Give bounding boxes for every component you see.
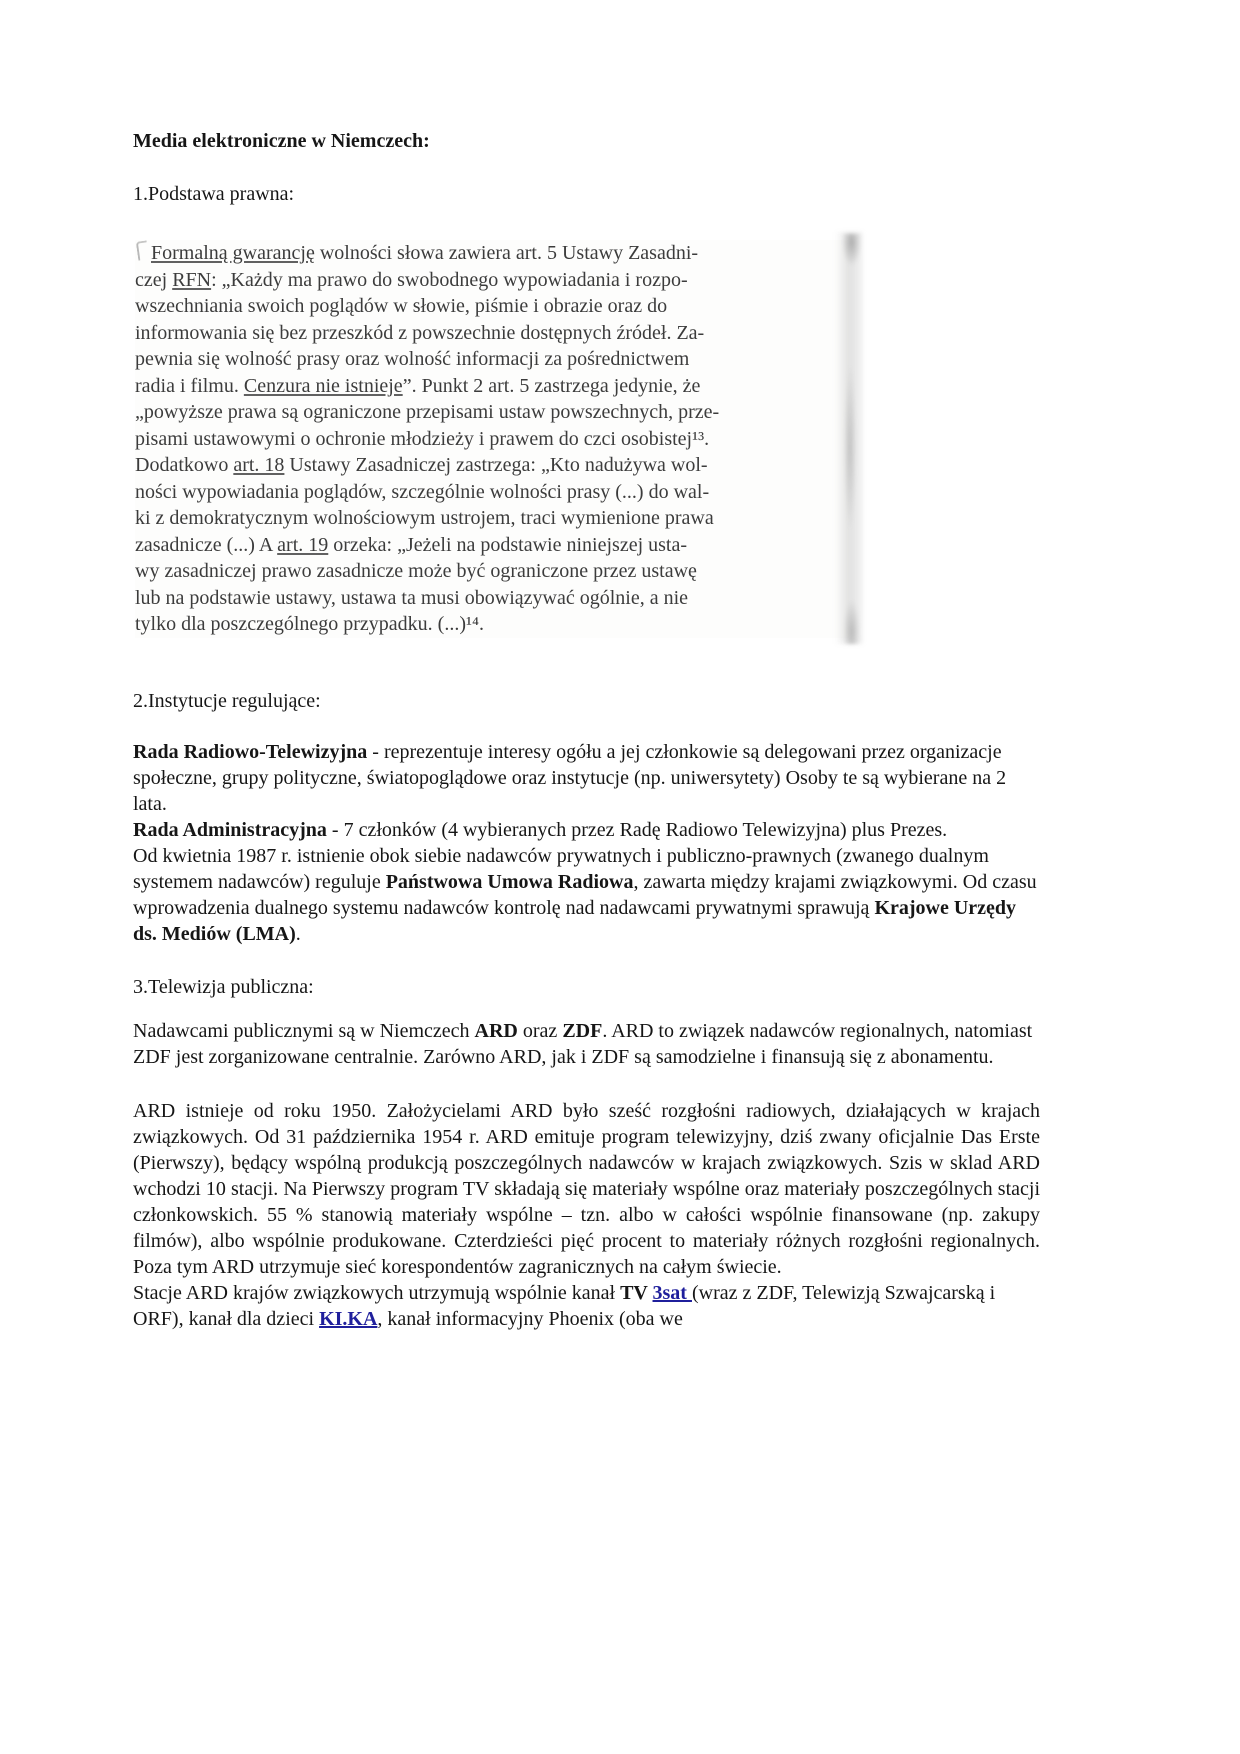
text-run: Dodatkowo	[135, 454, 234, 476]
scan-text-line	[135, 479, 849, 506]
scan-text-line	[135, 585, 849, 612]
text-run: art. 18	[233, 454, 285, 476]
text-run: ZDF	[562, 1019, 603, 1042]
scan-text-line	[135, 505, 849, 532]
link-kika[interactable]: KI.KA	[319, 1307, 378, 1330]
text-run: pisami ustawowymi o ochronie młodzieży i prawem do czci osobistej¹³.	[135, 427, 710, 450]
scan-text-line	[135, 611, 849, 638]
text-run: (wraz z ZDF, Telewizją Szwajcarską i ORF), kanał dla dzieci	[133, 1281, 996, 1330]
scan-text-line	[135, 452, 849, 479]
text-run: wolności słowa zawiera art. 5 Ustawy Zasadni-	[314, 242, 699, 264]
text-run: informowania się bez przeszkód z powszechnie dostępnych źródeł. Za-	[135, 321, 705, 344]
text-run: .	[295, 922, 301, 945]
text-run: Państwowa Umowa Radiowa	[385, 870, 634, 893]
section3-paragraph-2	[133, 1098, 1040, 1280]
text-run: tylko dla poszczególnego przypadku. (...)¹⁴.	[135, 613, 484, 635]
paragraph-line	[133, 843, 1040, 947]
text-run: - reprezentuje interesy ogółu a jej członkowie są delegowani przez organizacje społeczne, grupy polityczne, światopoglądowe oraz instytucje (np. uniwersytety) Osoby te są wybierane na 2 lata.	[133, 740, 1007, 815]
text-run: czej	[135, 268, 173, 291]
text-run: ARD	[474, 1019, 518, 1042]
text-run: Rada Radiowo-Telewizyjna	[133, 740, 368, 763]
scan-text-line	[135, 558, 849, 585]
text-run: art. 19	[277, 533, 329, 556]
text-run: Ustawy Zasadniczej zastrzega: „Kto nadużywa wol-	[284, 454, 708, 476]
scan-text-line	[135, 240, 849, 267]
text-run: Stacje ARD krajów związkowych utrzymują wspólnie kanał	[133, 1281, 621, 1304]
text-run: : „Każdy ma prawo do swobodnego wypowiadania i rozpo-	[211, 268, 688, 291]
text-run: Cenzura nie istnieje	[243, 374, 403, 397]
text-run: orzeka: „Jeżeli na podstawie niniejszej usta-	[328, 533, 688, 556]
text-run: . ARD to związek nadawców regionalnych, natomiast ZDF jest zorganizowane centralnie. Zarówno ARD, jak i ZDF są samodzielne i finansują się z abonamentu.	[133, 1019, 1033, 1068]
text-run: ności wypowiadania poglądów, szczególnie wolności prasy (...) do wal-	[135, 480, 710, 503]
section2-text-block	[133, 739, 1040, 947]
section3-heading: 3.Telewizja publiczna:	[133, 975, 314, 998]
text-run: zasadnicze (...) A	[135, 533, 278, 556]
scanned-quote-block	[135, 240, 849, 638]
section3-paragraph-3	[133, 1280, 1040, 1332]
text-run: RFN	[172, 268, 212, 291]
text-run: Formalną gwarancję	[151, 242, 315, 264]
section3-paragraph-1	[133, 1018, 1040, 1070]
link-3sat[interactable]: 3sat	[652, 1281, 692, 1304]
text-run: ARD istnieje od roku 1950. Założycielami ARD było sześć rozgłośni radiowych, działających w krajach związkowych. Od 31 października 1954 r. ARD emituje program telewizyjny, dziś zwany oficjalnie Das Erste (Pierwszy), będący wspólną produkcją poszczególnych nadawców w krajach związkowych. Szis w sklad ARD wchodzi 10 stacji. Na Pierwszy program TV składają się materiały wspólne oraz materiały poszczególnych stacji członkowskich. 55 % stanowią materiały wspólne – tzn. albo w całości wspólnie finansowane (np. zakupy filmów), albo wspólnie produkowane. Czterdzieści pięć procent to materiały różnych rozgłośni regionalnych. Poza tym ARD utrzymuje sieć korespondentów zagranicznych na całym świecie.	[133, 1099, 1040, 1278]
text-run: ”. Punkt 2 art. 5 zastrzega jedynie, że	[402, 374, 701, 397]
text-run: TV	[620, 1281, 653, 1304]
text-run: Nadawcami publicznymi są w Niemczech	[133, 1019, 475, 1042]
scan-text-line	[135, 267, 849, 294]
document-title: Media elektroniczne w Niemczech:	[133, 130, 430, 152]
scan-text-line	[135, 399, 849, 426]
text-run: lub na podstawie ustawy, ustawa ta musi obowiązywać ogólnie, a nie	[135, 586, 689, 609]
scan-text-line	[135, 293, 849, 320]
paragraph-line	[133, 817, 1040, 843]
section1-heading: 1.Podstawa prawna:	[133, 183, 295, 205]
text-run: „powyższe prawa są ograniczone przepisami ustaw powszechnych, prze-	[135, 401, 720, 423]
scan-text-line	[135, 346, 849, 373]
text-run: , kanał informacyjny Phoenix (oba we	[377, 1307, 683, 1330]
scan-text-line	[135, 320, 849, 347]
text-run: oraz	[517, 1019, 563, 1042]
text-run: wy zasadniczej prawo zasadnicze może być ograniczone przez ustawę	[135, 560, 697, 582]
text-run: pewnia się wolność prasy oraz wolność informacji za pośrednictwem	[135, 348, 690, 370]
scan-text-line	[135, 532, 849, 559]
scan-text-line	[135, 373, 849, 400]
text-run: wszechniania swoich poglądów w słowie, piśmie i obrazie oraz do	[135, 295, 668, 317]
paragraph-line	[133, 739, 1040, 817]
text-run: Krajowe Urzędy ds. Mediów (LMA)	[133, 896, 1017, 945]
text-run: radia i filmu.	[135, 374, 244, 397]
scan-text-line	[135, 426, 849, 453]
text-run: Rada Administracyjna	[133, 818, 327, 841]
section2-heading: 2.Instytucje regulujące:	[133, 689, 321, 712]
text-run: Od kwietnia 1987 r. istnienie obok siebie nadawców prywatnych i publiczno-prawnych (zwanego dualnym systemem nadawców) reguluje	[133, 844, 989, 893]
text-run: ki z demokratycznym wolnościowym ustrojem, traci wymienione prawa	[135, 507, 714, 529]
text-run: - 7 członków (4 wybieranych przez Radę Radiowo Telewizyjna) plus Prezes.	[326, 818, 948, 841]
text-run: , zawarta między krajami związkowymi. Od czasu wprowadzenia dualnego systemu nadawców kontrolę nad nadawcami prywatnymi sprawują	[133, 870, 1037, 919]
